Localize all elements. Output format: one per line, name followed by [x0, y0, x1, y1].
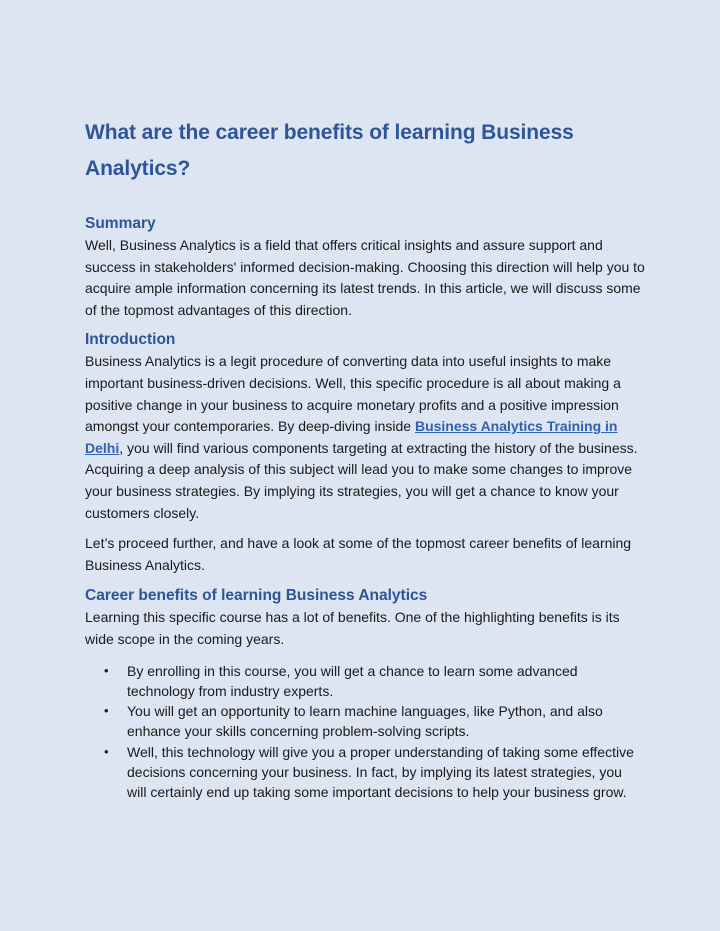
list-item-text: You will get an opportunity to learn machine languages, like Python, and also enhance your skills concerning problem-solving scripts.	[127, 703, 603, 740]
list-item	[85, 742, 645, 803]
page-title: What are the career benefits of learning Business Analytics?	[85, 121, 574, 180]
list-item-text: Well, this technology will give you a proper understanding of taking some effective decisions concerning your business. In fact, by implying its latest strategies, you will certainly end up taking some important decisions to help your business grow.	[127, 743, 634, 801]
bullet-icon: •	[104, 743, 109, 759]
bullet-icon: •	[104, 703, 109, 719]
summary-heading: Summary	[85, 215, 156, 232]
career-text: Learning this specific course has a lot of benefits. One of the highlighting benefits is its wide scope in the coming years.	[85, 609, 620, 647]
introduction-paragraph-2: Let’s proceed further, and have a look at some of the topmost career benefits of learning Business Analytics.	[85, 535, 632, 573]
introduction-section	[85, 329, 645, 576]
introduction-text-before-link: Business Analytics is a legit procedure of converting data into useful insights to make important business-driven decisions. Well, this specific procedure is all about making a positive change in your business to acquire monetary profits and a positive impression amongst your contemporaries. By deep-diving inside	[85, 353, 621, 435]
introduction-heading: Introduction	[85, 331, 176, 349]
list-item-text: By enrolling in this course, you will get a chance to learn some advanced technology from industry experts.	[127, 662, 578, 699]
training-link[interactable]: Business Analytics Training in Delhi	[85, 418, 618, 456]
career-section	[85, 585, 645, 802]
document-body	[85, 115, 645, 803]
summary-section	[85, 213, 645, 321]
introduction-text-after-link: , you will find various components targeting at extracting the history of the business. Acquiring a deep analysis of this subject will lead you to make some changes to improve your business strategies. By implying its strategies, you will get a chance to know your customers closely.	[85, 439, 638, 521]
list-item	[85, 661, 645, 702]
benefits-list	[85, 661, 645, 803]
career-heading: Career benefits of learning Business Analytics	[85, 587, 428, 605]
bullet-icon: •	[104, 662, 109, 678]
introduction-paragraph	[85, 351, 645, 524]
list-item	[85, 701, 645, 742]
summary-text: Well, Business Analytics is a field that offers critical insights and assure support and success in stakeholders' informed decision-making. Choosing this direction will help you to acquire ample information concerning its latest trends. In this article, we will discuss some of the topmost advantages of this direction.	[85, 237, 645, 318]
